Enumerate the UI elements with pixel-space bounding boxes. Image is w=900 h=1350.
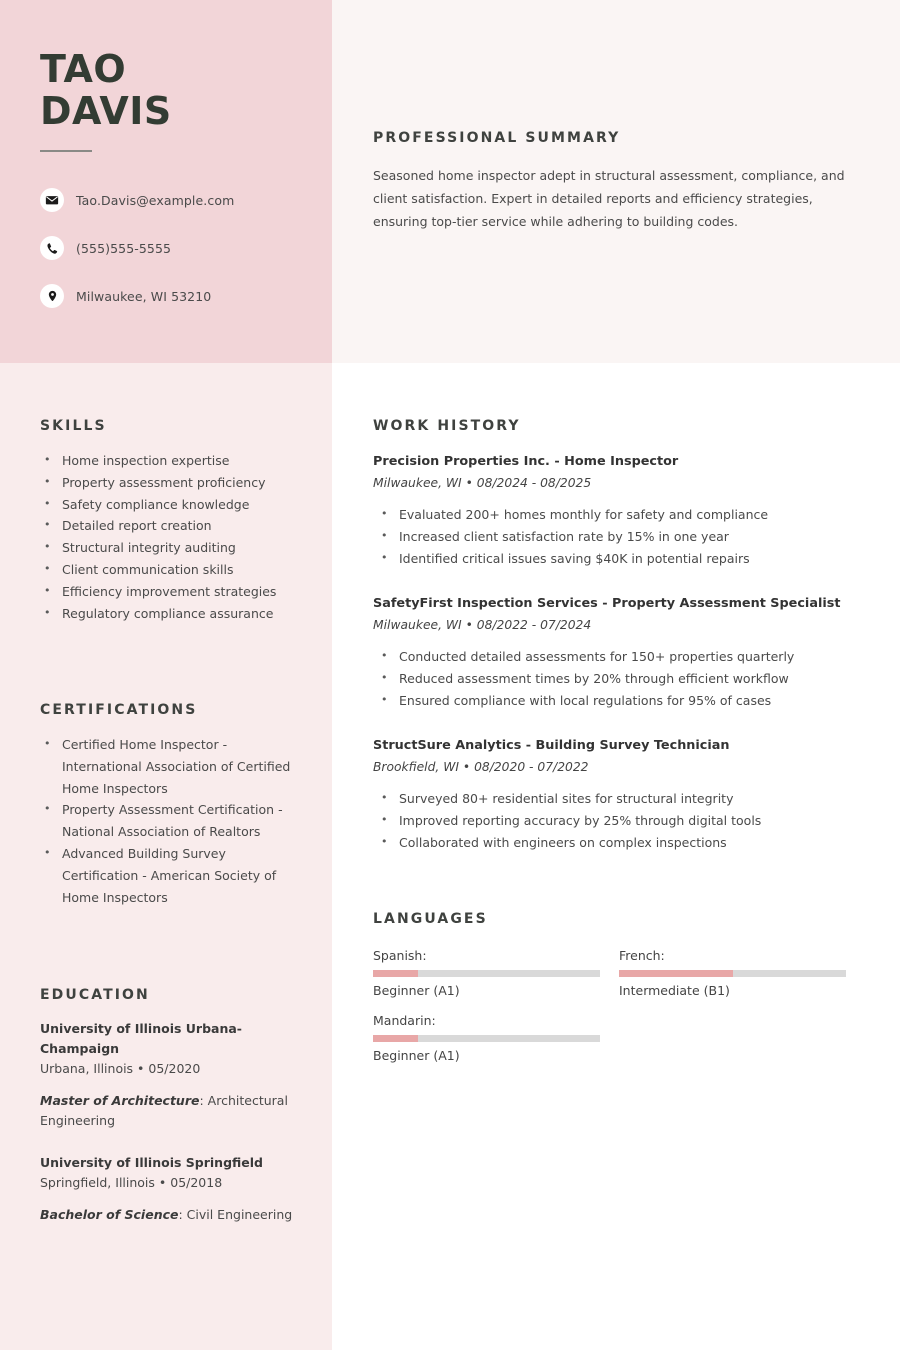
- job-subtitle: Milwaukee, WI • 08/2022 - 07/2024: [373, 618, 592, 632]
- languages-heading: LANGUAGES: [373, 911, 488, 927]
- language-proficiency-fill: [373, 970, 418, 977]
- section-languages: [373, 911, 853, 1075]
- language-name: Spanish:: [373, 948, 427, 963]
- job-bullet-list: [373, 646, 853, 712]
- section-work-history: [373, 418, 853, 854]
- education-degree: [40, 1091, 298, 1131]
- language-name: French:: [619, 948, 665, 963]
- language-proficiency-fill: [373, 1035, 418, 1042]
- job-bullet-list: [373, 788, 853, 854]
- envelope-icon: [40, 188, 64, 212]
- language-level: Beginner (A1): [373, 983, 460, 998]
- list-item: • Advanced Building Survey Certification - American Society of Home Inspectors: [40, 843, 298, 908]
- language-level: Intermediate (B1): [619, 983, 730, 998]
- list-item: • Increased client satisfaction rate by 15% in one year: [373, 526, 853, 548]
- education-meta: Springfield, Illinois • 05/2018: [40, 1175, 223, 1190]
- list-item: • Home inspection expertise: [40, 450, 298, 472]
- job-title: SafetyFirst Inspection Services - Property Assessment Specialist: [373, 596, 841, 611]
- job-subtitle: Milwaukee, WI • 08/2024 - 08/2025: [373, 476, 592, 490]
- contact-list: [40, 188, 320, 332]
- contact-item-location[interactable]: [40, 284, 320, 308]
- list-item: • Evaluated 200+ homes monthly for safety and compliance: [373, 504, 853, 526]
- list-item: • Conducted detailed assessments for 150+ properties quarterly: [373, 646, 853, 668]
- candidate-name: [40, 48, 310, 152]
- education-school: University of Illinois Urbana-Champaign: [40, 1021, 242, 1056]
- education-degree-name: Bachelor of Science: [40, 1207, 179, 1222]
- list-item: • Improved reporting accuracy by 25% through digital tools: [373, 810, 853, 832]
- list-item: • Property Assessment Certification - National Association of Realtors: [40, 799, 298, 843]
- list-item: • Ensured compliance with local regulations for 95% of cases: [373, 690, 853, 712]
- education-heading: EDUCATION: [40, 987, 150, 1003]
- language-proficiency-fill: [619, 970, 733, 977]
- education-degree: [40, 1205, 298, 1225]
- last-name: DAVIS: [40, 89, 172, 133]
- education-degree-name: Master of Architecture: [40, 1093, 200, 1108]
- language-item: [373, 945, 619, 1010]
- job-subtitle: Brookfield, WI • 08/2020 - 07/2022: [373, 760, 589, 774]
- language-proficiency-bar: [619, 970, 846, 977]
- section-education: [40, 987, 298, 1225]
- list-item: • Collaborated with engineers on complex inspections: [373, 832, 853, 854]
- education-degree-field: : Civil Engineering: [178, 1207, 293, 1222]
- contact-location-text: Milwaukee, WI 53210: [76, 288, 212, 304]
- list-item: • Efficiency improvement strategies: [40, 581, 298, 603]
- certifications-heading: CERTIFICATIONS: [40, 702, 198, 718]
- education-entry: [40, 1019, 298, 1131]
- list-item: • Client communication skills: [40, 559, 298, 581]
- skills-list: [40, 450, 298, 624]
- education-entry: [40, 1153, 298, 1225]
- list-item: • Safety compliance knowledge: [40, 494, 298, 516]
- name-divider: [40, 150, 92, 152]
- list-item: • Certified Home Inspector - International Association of Certified Home Inspectors: [40, 734, 298, 799]
- first-name: TAO: [40, 47, 127, 91]
- list-item: • Identified critical issues saving $40K in potential repairs: [373, 548, 853, 570]
- contact-email-text: Tao.Davis@example.com: [76, 192, 235, 208]
- education-school: University of Illinois Springfield: [40, 1155, 263, 1170]
- language-item: [619, 945, 865, 1010]
- list-item: • Surveyed 80+ residential sites for structural integrity: [373, 788, 853, 810]
- summary-text: Seasoned home inspector adept in structural assessment, compliance, and client satisfaction. Expert in detailed reports and efficiency strategies, ensuring top-tier service while adhering to building codes.: [373, 168, 845, 229]
- language-proficiency-bar: [373, 970, 600, 977]
- languages-grid: [373, 945, 853, 1075]
- list-item: • Regulatory compliance assurance: [40, 603, 298, 625]
- contact-phone-text: (555)555-5555: [76, 240, 172, 256]
- job-title: Precision Properties Inc. - Home Inspector: [373, 454, 679, 469]
- education-meta: Urbana, Illinois • 05/2020: [40, 1061, 201, 1076]
- certifications-list: [40, 734, 298, 908]
- list-item: • Structural integrity auditing: [40, 537, 298, 559]
- job-bullet-list: [373, 504, 853, 570]
- work-history-entry: [373, 736, 853, 854]
- list-item: • Property assessment proficiency: [40, 472, 298, 494]
- section-professional-summary: [373, 130, 853, 233]
- job-title: StructSure Analytics - Building Survey Technician: [373, 738, 730, 753]
- location-pin-icon: [40, 284, 64, 308]
- section-certifications: [40, 702, 298, 908]
- education-degree-field: : Architectural Engineering: [40, 1093, 288, 1128]
- work-history-heading: WORK HISTORY: [373, 418, 521, 434]
- language-name: Mandarin:: [373, 1013, 436, 1028]
- phone-icon: [40, 236, 64, 260]
- section-skills: [40, 418, 298, 624]
- language-level: Beginner (A1): [373, 1048, 460, 1063]
- skills-heading: SKILLS: [40, 418, 107, 434]
- summary-heading: PROFESSIONAL SUMMARY: [373, 130, 621, 146]
- work-history-entry: [373, 594, 853, 712]
- work-history-entry: [373, 452, 853, 570]
- language-item: [373, 1010, 619, 1075]
- contact-item-email[interactable]: [40, 188, 320, 212]
- list-item: • Reduced assessment times by 20% through efficient workflow: [373, 668, 853, 690]
- contact-item-phone[interactable]: [40, 236, 320, 260]
- language-proficiency-bar: [373, 1035, 600, 1042]
- list-item: • Detailed report creation: [40, 515, 298, 537]
